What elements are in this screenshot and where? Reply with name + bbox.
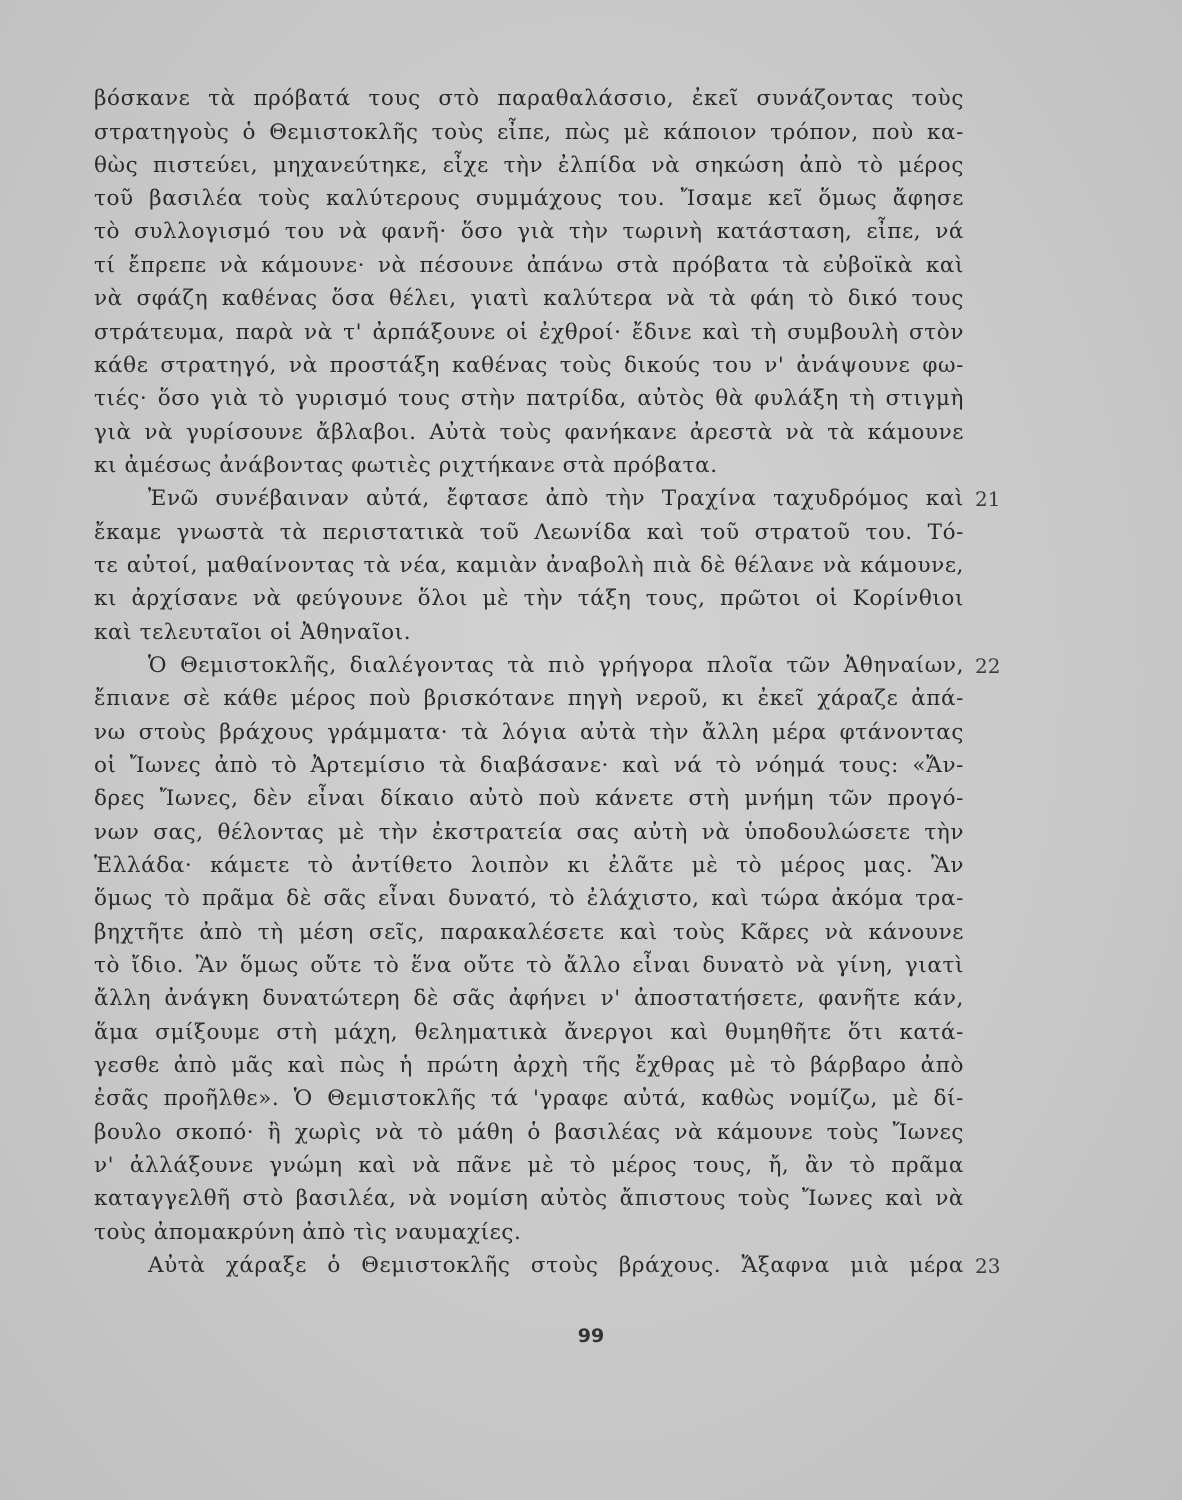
text-line: γεσθε ἀπὸ μᾶς καὶ πὼς ἡ πρώτη ἀρχὴ τῆς ἔχθρας μὲ τὸ βάρβαρο ἀπὸ <box>94 1053 964 1078</box>
text-line: βουλο σκοπό· ἢ χωρὶς νὰ τὸ μάθη ὁ βασιλέας νὰ κάμουνε τοὺς Ἴωνες <box>94 1120 964 1145</box>
section-number: 21 <box>975 487 1001 511</box>
text-line: κι ἀρχίσανε νὰ φεύγουνε ὅλοι μὲ τὴν τάξη τους, πρῶτοι οἱ Κορίνθιοι <box>94 586 964 611</box>
text-line: δρες Ἴωνες, δὲν εἶναι δίκαιο αὐτὸ ποὺ κάνετε στὴ μνήμη τῶν προγό- <box>94 786 964 811</box>
section-number: 22 <box>975 654 1001 678</box>
text-line: νω στοὺς βράχους γράμματα· τὰ λόγια αὐτὰ τὴν ἄλλη μέρα φτάνοντας <box>94 720 964 745</box>
text-line: Ἐνῶ συνέβαιναν αὐτά, ἔφτασε ἀπὸ τὴν Τραχίνα ταχυδρόμος καὶ <box>148 486 964 511</box>
text-line: καταγγελθῆ στὸ βασιλέα, νὰ νομίση αὐτὸς ἄπιστους τοὺς Ἴωνες καὶ νὰ <box>94 1186 964 1211</box>
text-line: κι ἀμέσως ἀνάβοντας φωτιὲς ριχτήκανε στὰ πρόβατα. <box>94 453 718 478</box>
text-line: στράτευμα, παρὰ νὰ τ' ἀρπάξουνε οἱ ἐχθροί· ἔδινε καὶ τὴ συμβουλὴ στὸν <box>94 320 964 345</box>
text-line: ἐσᾶς προῆλθε». Ὁ Θεμιστοκλῆς τά 'γραφε αὐτά, καθὼς νομίζω, μὲ δί- <box>94 1086 964 1111</box>
text-line: τὸ συλλογισμό του νὰ φανῆ· ὅσο γιὰ τὴν τωρινὴ κατάσταση, εἶπε, νά <box>94 219 964 244</box>
text-line: ἄλλη ἀνάγκη δυνατώτερη δὲ σᾶς ἀφήνει ν' ἀποστατήσετε, φανῆτε κάν, <box>94 986 964 1011</box>
text-line: τιές· ὅσο γιὰ τὸ γυρισμό τους στὴν πατρίδα, αὐτὸς θὰ φυλάξη τὴ στιγμὴ <box>94 386 964 411</box>
text-line: ἅμα σμίξουμε στὴ μάχη, θεληματικὰ ἄνεργοι καὶ θυμηθῆτε ὅτι κατά- <box>94 1020 964 1045</box>
text-line: οἱ Ἴωνες ἀπὸ τὸ Ἀρτεμίσιο τὰ διαβάσανε· καὶ νά τὸ νόημά τους: «Ἄν- <box>94 753 964 778</box>
text-line: νων σας, θέλοντας μὲ τὴν ἐκστρατεία σας αὐτὴ νὰ ὑποδουλώσετε τὴν <box>94 820 964 845</box>
text-line: τὸ ἴδιο. Ἂν ὅμως οὔτε τὸ ἕνα οὔτε τὸ ἄλλο εἶναι δυνατὸ νὰ γίνη, γιατὶ <box>94 953 964 978</box>
text-line: καὶ τελευταῖοι οἱ Ἀθηναῖοι. <box>94 620 412 645</box>
text-line: τοὺς ἀπομακρύνη ἀπὸ τὶς ναυμαχίες. <box>94 1220 522 1245</box>
text-line: γιὰ νὰ γυρίσουνε ἄβλαβοι. Αὐτὰ τοὺς φανήκανε ἀρεστὰ νὰ τὰ κάμουνε <box>94 420 964 445</box>
text-line: Ὁ Θεμιστοκλῆς, διαλέγοντας τὰ πιὸ γρήγορα πλοῖα τῶν Ἀθηναίων, <box>148 653 964 678</box>
page-number: 99 <box>577 1325 605 1347</box>
text-line: κάθε στρατηγό, νὰ προστάξη καθένας τοὺς δικούς του ν' ἀνάψουνε φω- <box>94 353 964 378</box>
text-line: Ἑλλάδα· κάμετε τὸ ἀντίθετο λοιπὸν κι ἐλᾶτε μὲ τὸ μέρος μας. Ἂν <box>94 853 964 878</box>
text-line: Αὐτὰ χάραξε ὁ Θεμιστοκλῆς στοὺς βράχους. Ἄξαφνα μιὰ μέρα <box>148 1253 964 1278</box>
text-line: τοῦ βασιλέα τοὺς καλύτερους συμμάχους του. Ἴσαμε κεῖ ὅμως ἄφησε <box>94 186 964 211</box>
text-line: τε αὐτοί, μαθαίνοντας τὰ νέα, καμιὰν ἀναβολὴ πιὰ δὲ θέλανε νὰ κάμουνε, <box>94 553 964 578</box>
text-line: ν' ἀλλάξουνε γνώμη καὶ νὰ πᾶνε μὲ τὸ μέρος τους, ἤ, ἂν τὸ πρᾶμα <box>94 1153 964 1178</box>
text-line: θὼς πιστεύει, μηχανεύτηκε, εἶχε τὴν ἐλπίδα νὰ σηκώση ἀπὸ τὸ μέρος <box>94 153 964 178</box>
text-line: ἔπιανε σὲ κάθε μέρος ποὺ βρισκότανε πηγὴ νεροῦ, κι ἐκεῖ χάραζε ἀπά- <box>94 686 964 711</box>
text-line: βόσκανε τὰ πρόβατά τους στὸ παραθαλάσσιο, ἐκεῖ συνάζοντας τοὺς <box>94 86 964 111</box>
text-line: ὅμως τὸ πρᾶμα δὲ σᾶς εἶναι δυνατό, τὸ ἐλάχιστο, καὶ τώρα ἀκόμα τρα- <box>94 886 964 911</box>
text-line: τί ἔπρεπε νὰ κάμουνε· νὰ πέσουνε ἀπάνω στὰ πρόβατα τὰ εὐβοϊκὰ καὶ <box>94 253 964 278</box>
text-line: στρατηγοὺς ὁ Θεμιστοκλῆς τοὺς εἶπε, πὼς μὲ κάποιον τρόπον, ποὺ κα- <box>94 120 964 145</box>
text-line: βηχτῆτε ἀπὸ τὴ μέση σεῖς, παρακαλέσετε καὶ τοὺς Κᾶρες νὰ κάνουνε <box>94 920 964 945</box>
text-line: ἔκαμε γνωστὰ τὰ περιστατικὰ τοῦ Λεωνίδα καὶ τοῦ στρατοῦ του. Τό- <box>94 520 964 545</box>
text-line: νὰ σφάζη καθένας ὅσα θέλει, γιατὶ καλύτερα νὰ τὰ φάη τὸ δικό τους <box>94 286 964 311</box>
section-number: 23 <box>975 1254 1001 1278</box>
